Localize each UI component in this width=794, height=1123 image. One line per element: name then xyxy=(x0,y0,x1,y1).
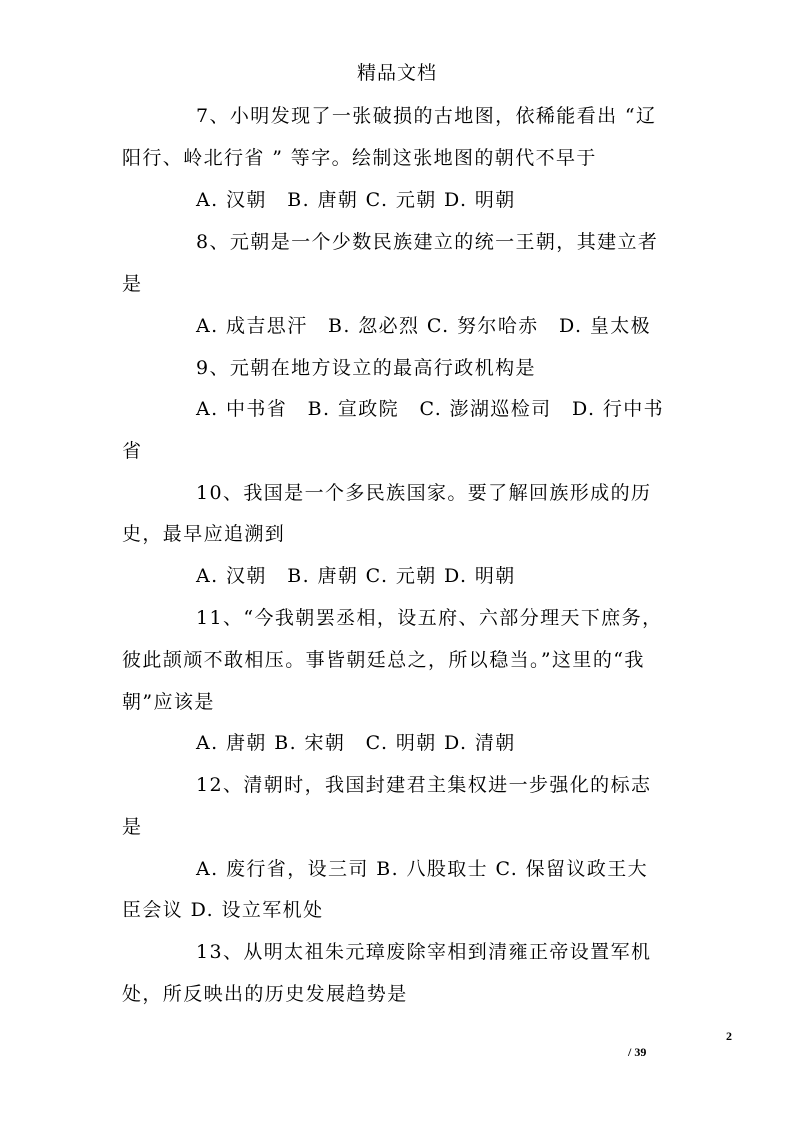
q13-line-1: 13、从明太祖朱元璋废除宰相到清雍正帝设置军机 xyxy=(196,941,652,963)
q10-line-2: 史，最早应追溯到 xyxy=(122,523,286,545)
q9-options-2: 省 xyxy=(122,440,143,462)
q9-line-1: 9、元朝在地方设立的最高行政机构是 xyxy=(196,357,536,379)
q8-line-1: 8、元朝是一个少数民族建立的统一王朝，其建立者 xyxy=(196,231,659,253)
page-total: / 39 xyxy=(628,1045,647,1059)
q9-options-1: A. 中书省 B. 宣政院 C. 澎湖巡检司 D. 行中书 xyxy=(196,398,665,420)
q11-line-3: 朝”应该是 xyxy=(122,691,215,713)
q11-line-2: 彼此颉颃不敢相压。事皆朝廷总之，所以稳当。”这里的“我 xyxy=(122,649,645,671)
q12-line-1: 12、清朝时，我国封建君主集权进一步强化的标志 xyxy=(196,774,652,796)
q12-line-2: 是 xyxy=(122,816,143,838)
page-header: 精品文档 xyxy=(356,62,437,84)
q12-options-2: 臣会议 D. 设立军机处 xyxy=(122,899,324,921)
q11-line-1: 11、“今我朝罢丞相，设五府、六部分理天下庶务， xyxy=(196,607,663,629)
q7-line-1: 7、小明发现了一张破损的古地图，依稀能看出 “辽 xyxy=(196,105,657,127)
q13-line-2: 处，所反映出的历史发展趋势是 xyxy=(122,983,408,1005)
q7-line-2: 阳行、岭北行省 ” 等字。绘制这张地图的朝代不早于 xyxy=(122,147,597,169)
page-number: 2 xyxy=(726,1029,732,1043)
q11-options: A. 唐朝 B. 宋朝 C. 明朝 D. 清朝 xyxy=(196,732,516,754)
q8-line-2: 是 xyxy=(122,273,143,295)
q8-options: A. 成吉思汗 B. 忽必烈 C. 努尔哈赤 D. 皇太极 xyxy=(196,315,652,337)
q7-options: A. 汉朝 B. 唐朝 C. 元朝 D. 明朝 xyxy=(196,189,516,211)
q10-options: A. 汉朝 B. 唐朝 C. 元朝 D. 明朝 xyxy=(196,565,516,587)
q12-options-1: A. 废行省，设三司 B. 八股取士 C. 保留议政王大 xyxy=(196,858,649,880)
q10-line-1: 10、我国是一个多民族国家。要了解回族形成的历 xyxy=(196,482,652,504)
